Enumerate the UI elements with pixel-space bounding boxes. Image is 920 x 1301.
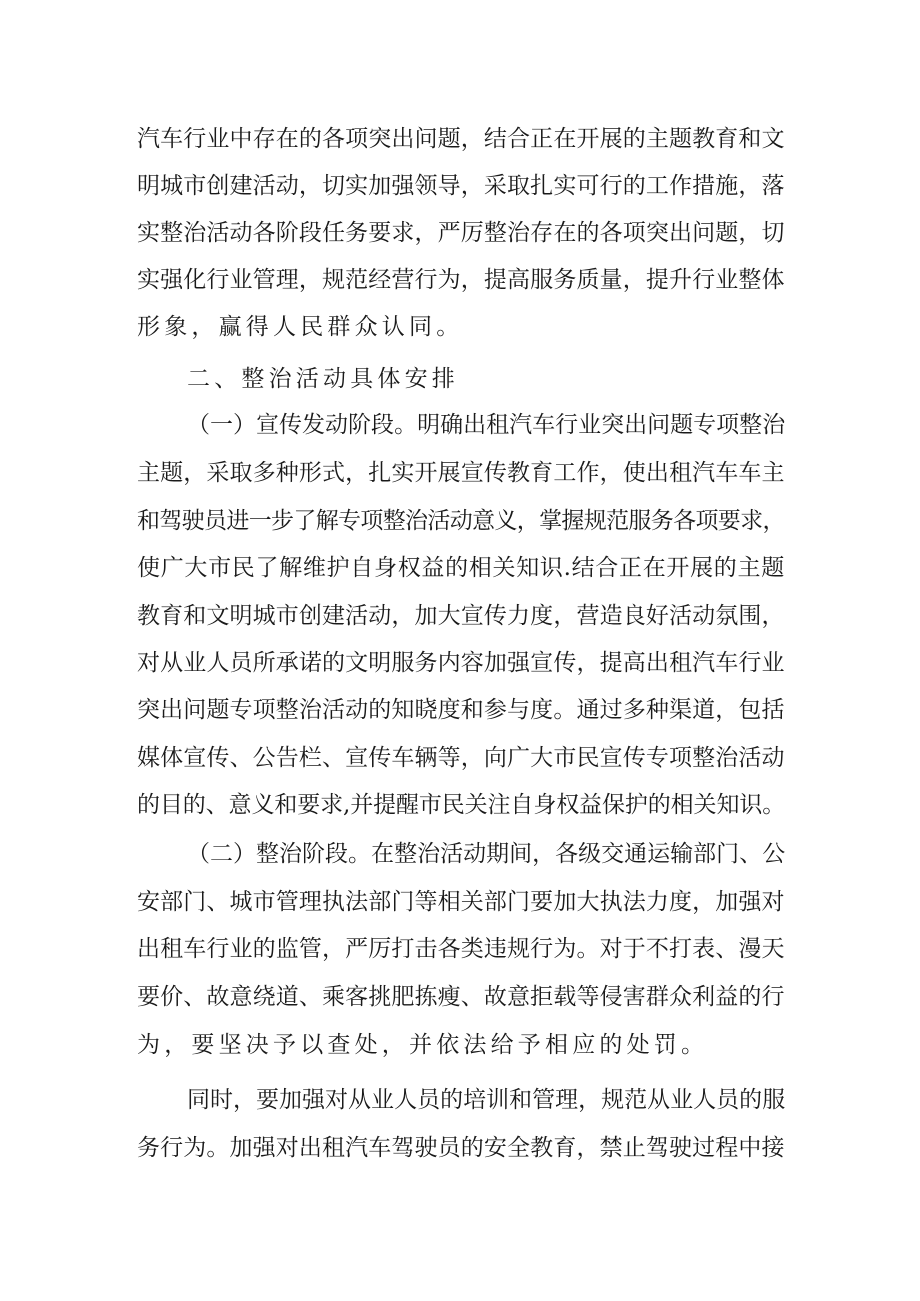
body-text-line: 安部门、城市管理执法部门等相关部门要加大执法力度，加强对: [137, 889, 785, 915]
body-text-line: 突出问题专项整治活动的知晓度和参与度。通过多种渠道，包括: [137, 697, 785, 723]
body-text-line: 务行为。加强对出租汽车驾驶员的安全教育，禁止驾驶过程中接: [137, 1135, 785, 1161]
body-text-line: 教育和文明城市创建活动，加大宣传力度，营造良好活动氛围，: [137, 603, 785, 629]
body-text-line: 实强化行业管理，规范经营行为，提高服务质量，提升行业整体: [137, 267, 785, 293]
body-text-line: 为，要坚决予以查处，并依法给予相应的处罚。: [137, 1032, 709, 1058]
body-text-line: 使广大市民了解维护自身权益的相关知识.结合正在开展的主题: [137, 555, 785, 581]
body-text-line: （二）整治阶段。在整治活动期间，各级交通运输部门、公: [187, 841, 786, 867]
body-text-line: 媒体宣传、公告栏、宣传车辆等，向广大市民宣传专项整治活动: [137, 745, 785, 771]
body-text-line: 明城市创建活动，切实加强领导，采取扎实可行的工作措施，落: [137, 173, 785, 199]
body-text-line: 形象，赢得人民群众认同。: [137, 314, 464, 340]
body-text-line: 的目的、意义和要求,并提醒市民关注自身权益保护的相关知识。: [137, 792, 786, 818]
body-text-line: 同时，要加强对从业人员的培训和管理，规范从业人员的服: [187, 1087, 786, 1113]
section-heading: 二、整治活动具体安排: [187, 366, 459, 392]
body-text-line: 主题，采取多种形式，扎实开展宣传教育工作，使出租汽车车主: [137, 460, 785, 486]
body-text-line: 对从业人员所承诺的文明服务内容加强宣传，提高出租汽车行业: [137, 650, 785, 676]
body-text-line: 和驾驶员进一步了解专项整治活动意义，掌握规范服务各项要求，: [137, 508, 785, 534]
body-text-line: 要价、故意绕道、乘客挑肥拣瘦、故意拒载等侵害群众利益的行: [137, 984, 785, 1010]
body-text-line: 汽车行业中存在的各项突出问题，结合正在开展的主题教育和文: [137, 126, 785, 152]
body-text-line: （一）宣传发动阶段。明确出租汽车行业突出问题专项整治: [187, 412, 786, 438]
body-text-line: 出租车行业的监管，严厉打击各类违规行为。对于不打表、漫天: [137, 936, 785, 962]
body-text-line: 实整治活动各阶段任务要求，严厉整治存在的各项突出问题，切: [137, 220, 785, 246]
